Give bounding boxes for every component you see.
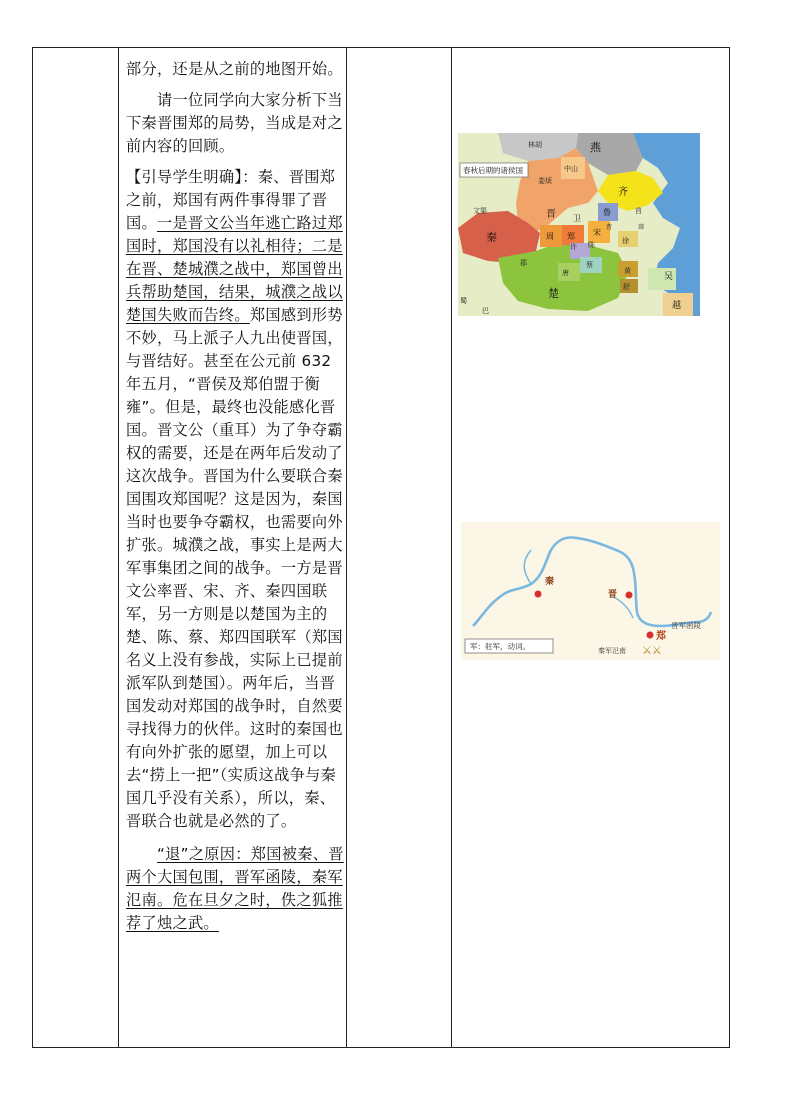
paragraph-intro: 部分，还是从之前的地图开始。 [126, 60, 343, 78]
qin-army-label: 秦军氾南 [598, 647, 626, 655]
label-wenrong: 文渠 [473, 207, 487, 215]
zheng-label: 郑 [656, 631, 666, 642]
table-col-line-4 [451, 47, 452, 1048]
paragraph-guide [126, 166, 344, 833]
teaching-text [126, 58, 344, 935]
paragraph-retreat-reason: “退”之原因：郑国被秦、晋两个大国包围，晋军函陵，秦军氾南。危在旦夕之时，佚之狐推荐了烛之武。 [126, 845, 344, 932]
label-wei: 卫 [573, 214, 581, 223]
label-tan: 郯 [638, 224, 645, 231]
label-huang: 黄 [624, 267, 631, 275]
table-top-border [32, 47, 730, 48]
label-loufan: 娄烦 [538, 177, 552, 185]
label-cao: 曹 [606, 224, 613, 231]
guide-body: 郑国感到形势不妙，马上派子人九出使晋国，与晋结好。甚至在公元前 632 年五月，“晋侯及郑伯盟于衡雍”。但是，最终也没能感化晋国。晋文公（重耳）为了争夺霸权的需要，还是在两年后发动了这次战争。晋国为什么要联合秦国围攻郑国呢？这是因为，秦国当时也要争夺霸权，也需要向外扩张。城濮之战，事实上是两大军事集团之间的战争。一方是晋文公率晋、宋、齐、秦四国联军，另一方则是以楚国为主的楚、陈、蔡、郑四国联军（郑国名义上没有参战，实际上已提前派军队到楚国）。两年后，当晋国发动对郑国的战争时，自然要寻找得力的伙伴。这时的秦国也有向外扩张的愿望，加上可以去“捞上一把”（实质这战争与秦国几乎没有关系），所以，秦、晋联合也就是必然的了。 [126, 306, 343, 830]
label-cai: 蔡 [586, 261, 593, 269]
paragraph-task: 请一位同学向大家分析下当下秦晋围郑的局势，当成是对之前内容的回顾。 [126, 91, 343, 155]
table-col-line-1 [32, 47, 33, 1048]
legend-text: 军：驻军，动词。 [470, 642, 530, 651]
table-col-line-2 [118, 47, 119, 1048]
label-xu2: 徐 [622, 237, 629, 245]
label-xu: 许 [570, 243, 577, 251]
label-ju: 莒 [635, 207, 642, 215]
label-wu: 吴 [664, 272, 674, 282]
qin-label: 秦 [545, 577, 555, 587]
qin-marker [535, 591, 542, 598]
warring-states-map [458, 133, 700, 316]
label-yue: 越 [672, 301, 682, 311]
label-qi: 齐 [618, 187, 628, 198]
label-zhongshan: 中山 [564, 165, 578, 173]
label-linhu: 林胡 [528, 141, 542, 149]
label-lu: 鲁 [603, 208, 611, 217]
table-col-line-5 [729, 47, 730, 1048]
jin-army-label: 晋军函陵 [671, 621, 701, 630]
crossed-swords-icon: ⚔⚔ [642, 644, 662, 657]
guide-lead: 【引导学生明确】：秦、晋围郑之前，郑国有两件事得罪了晋国。 [126, 168, 336, 232]
label-ba: 巴 [482, 307, 489, 315]
label-zheng: 郑 [567, 232, 575, 241]
label-shu: 舒 [623, 283, 630, 291]
label-ruo: 鄀 [520, 259, 527, 267]
table-bottom-border [32, 1047, 730, 1048]
label-chu: 楚 [548, 287, 559, 300]
label-tang: 唐 [562, 269, 569, 277]
map-title: 春秋后期的诸侯国 [463, 166, 523, 175]
guide-underlined-reasons: 一是晋文公当年逃亡路过郑国时，郑国没有以礼相待；二是在晋、楚城濮之战中，郑国曾出兵帮助楚国，结果，城濮之战以楚国失败而告终。 [126, 214, 343, 324]
table-col-line-3 [346, 47, 347, 1048]
label-qin: 秦 [486, 231, 497, 244]
zheng-marker [647, 632, 654, 639]
label-jin: 晋 [546, 209, 556, 220]
siege-map [461, 522, 720, 660]
label-yan: 燕 [590, 141, 601, 154]
label-zhou: 周 [546, 232, 554, 241]
label-song: 宋 [593, 228, 601, 237]
label-shu2: 蜀 [460, 297, 467, 305]
label-chen: 陈 [588, 241, 595, 249]
jin-label: 晋 [608, 590, 618, 600]
jin-marker [626, 592, 633, 599]
